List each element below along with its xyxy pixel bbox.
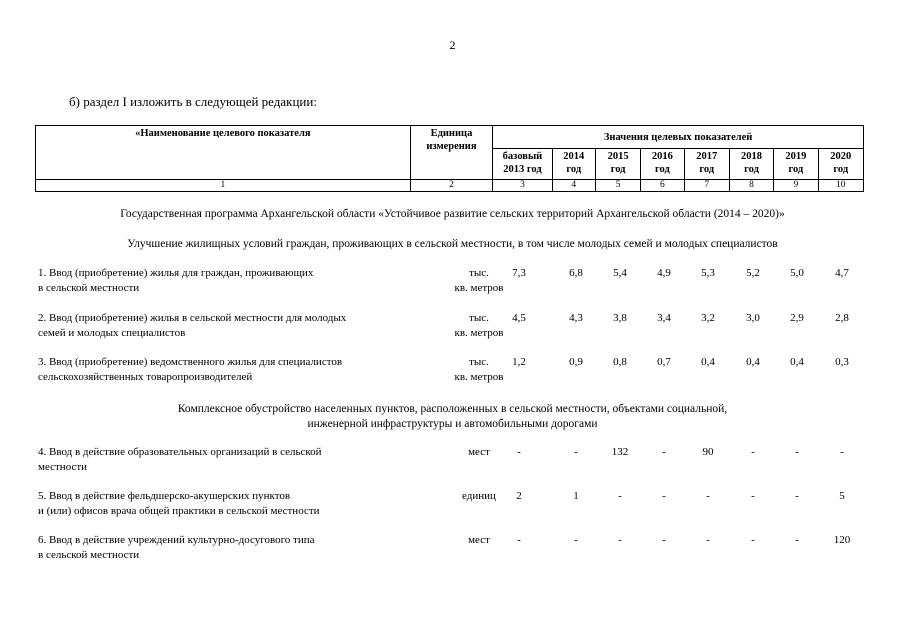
row-name-line1: 5. Ввод в действие фельдшерско-акушерских пунктов xyxy=(38,490,291,502)
header-year-3-l2: год xyxy=(655,164,670,175)
header-year-5-l1: 2018 xyxy=(741,151,763,162)
header-year-1-l2: год xyxy=(566,164,582,175)
indicators-header-table xyxy=(35,125,864,192)
value-2019: - xyxy=(795,490,799,502)
value-2016: 3,4 xyxy=(657,312,671,324)
row-unit-line2: кв. метров xyxy=(454,371,504,383)
col-number-3: 3 xyxy=(493,180,552,192)
value-2020: 5 xyxy=(839,490,845,502)
value-2018: 0,4 xyxy=(746,356,760,368)
header-unit-line1: Единица xyxy=(430,128,473,139)
value-2013: 1,2 xyxy=(512,356,526,368)
row-name-line1: 6. Ввод в действие учреждений культурно-досугового типа xyxy=(38,534,315,546)
value-2015: 132 xyxy=(611,446,629,458)
program-title: Государственная программа Архангельской области «Устойчивое развитие сельских территорий Архангельской области (2014 – 2020)» xyxy=(120,208,785,220)
row-name-line1: 2. Ввод (приобретение) жилья в сельской местности для молодых xyxy=(38,312,347,324)
row-name xyxy=(38,445,408,475)
row-unit-line2: кв. метров xyxy=(454,282,504,294)
col-number-2: 2 xyxy=(410,180,493,192)
row-name xyxy=(38,311,408,341)
row-name-line1: 1. Ввод (приобретение) жилья для граждан, проживающих xyxy=(38,267,314,279)
value-2014: 6,8 xyxy=(569,267,583,279)
value-2017: - xyxy=(706,534,710,546)
row-unit-line1: тыс. xyxy=(469,356,489,368)
col-number-9: 9 xyxy=(774,180,818,192)
row-name xyxy=(38,533,408,563)
header-year-5-l2: год xyxy=(744,164,759,175)
intro-text: б) раздел I изложить в следующей редакции: xyxy=(69,94,317,109)
value-2017: 3,2 xyxy=(701,312,715,324)
value-2020: 0,3 xyxy=(835,356,849,368)
row-name-line2: в сельской местности xyxy=(38,549,140,561)
value-2020: 120 xyxy=(833,534,851,546)
row-name-line2: семей и молодых специалистов xyxy=(38,327,186,339)
header-year-1-l1: 2014 xyxy=(563,151,585,162)
value-2017: 90 xyxy=(702,446,714,458)
col-number-4: 4 xyxy=(552,180,595,192)
value-2015: 5,4 xyxy=(613,267,627,279)
value-2013: 4,5 xyxy=(512,312,526,324)
value-2020: 2,8 xyxy=(835,312,849,324)
value-2014: - xyxy=(574,534,578,546)
header-year-1 xyxy=(552,149,595,180)
row-unit-line2: кв. метров xyxy=(454,327,504,339)
header-name: «Наименование целевого показателя xyxy=(135,128,311,139)
header-year-2-l1: 2015 xyxy=(607,151,629,162)
value-2018: - xyxy=(751,446,755,458)
value-2014: 4,3 xyxy=(569,312,583,324)
row-name-line1: 4. Ввод в действие образовательных организаций в сельской xyxy=(38,446,322,458)
value-2015: 0,8 xyxy=(613,356,627,368)
value-2019: 2,9 xyxy=(790,312,804,324)
value-2014: 1 xyxy=(573,490,579,502)
row-unit-line1: мест xyxy=(468,534,490,546)
value-2013: 2 xyxy=(516,490,522,502)
row-name-line2: сельскохозяйственных товаропроизводителей xyxy=(38,371,253,383)
page-number: 2 xyxy=(449,38,456,52)
value-2015: - xyxy=(618,490,622,502)
value-2016: - xyxy=(662,446,666,458)
header-year-7-l1: 2020 xyxy=(830,151,852,162)
header-name-cell xyxy=(36,126,411,180)
value-2016: - xyxy=(662,534,666,546)
value-2019: 0,4 xyxy=(790,356,804,368)
row-name-line1: 3. Ввод (приобретение) ведомственного жилья для специалистов xyxy=(38,356,343,368)
header-year-0 xyxy=(493,149,552,180)
value-2017: 5,3 xyxy=(701,267,715,279)
header-year-6-l1: 2019 xyxy=(785,151,807,162)
value-2018: - xyxy=(751,490,755,502)
col-number-5: 5 xyxy=(595,180,640,192)
value-2019: - xyxy=(795,534,799,546)
header-year-2 xyxy=(595,149,640,180)
row-name-line2: и (или) офисов врача общей практики в сельской местности xyxy=(38,505,320,517)
value-2017: - xyxy=(706,490,710,502)
value-2018: 3,0 xyxy=(746,312,760,324)
row-name xyxy=(38,266,408,296)
value-2013: - xyxy=(517,534,521,546)
header-year-5 xyxy=(729,149,773,180)
col-number-6: 6 xyxy=(641,180,684,192)
header-year-4-l1: 2017 xyxy=(696,151,718,162)
row-name xyxy=(38,355,408,385)
header-year-0-l1: базовый xyxy=(502,151,543,162)
row-unit-line1: тыс. xyxy=(469,267,489,279)
header-year-3 xyxy=(641,149,684,180)
col-number-7: 7 xyxy=(684,180,729,192)
value-2016: - xyxy=(662,490,666,502)
value-2018: - xyxy=(751,534,755,546)
value-2015: 3,8 xyxy=(613,312,627,324)
header-year-6 xyxy=(774,149,818,180)
section-2-title xyxy=(0,402,905,432)
col-number-10: 10 xyxy=(818,180,864,192)
value-2014: 0,9 xyxy=(569,356,583,368)
section-2-title-line1: Комплексное обустройство населенных пунктов, расположенных в сельской местности, объектами социальной, xyxy=(177,403,728,415)
header-unit-line2: измерения xyxy=(426,141,477,152)
value-2017: 0,4 xyxy=(701,356,715,368)
col-number-8: 8 xyxy=(729,180,773,192)
value-2019: - xyxy=(795,446,799,458)
header-year-0-l2: 2013 год xyxy=(503,164,542,175)
value-2013: - xyxy=(517,446,521,458)
value-2018: 5,2 xyxy=(746,267,760,279)
value-2020: - xyxy=(840,446,844,458)
section-1-title: Улучшение жилищных условий граждан, проживающих в сельской местности, в том числе молодых семей и молодых специалистов xyxy=(127,238,778,250)
row-unit-line1: тыс. xyxy=(469,312,489,324)
header-year-4-l2: год xyxy=(699,164,715,175)
value-2013: 7,3 xyxy=(512,267,526,279)
section-2-title-line2: инженерной инфраструктуры и автомобильными дорогами xyxy=(307,418,598,430)
header-year-2-l2: год xyxy=(610,164,626,175)
row-unit-line1: единиц xyxy=(462,490,496,502)
header-year-6-l2: год xyxy=(788,164,804,175)
value-2020: 4,7 xyxy=(835,267,849,279)
header-year-7 xyxy=(818,149,864,180)
row-name-line2: в сельской местности xyxy=(38,282,140,294)
header-unit-cell xyxy=(410,126,493,180)
header-year-4 xyxy=(684,149,729,180)
value-2019: 5,0 xyxy=(790,267,804,279)
value-2016: 4,9 xyxy=(657,267,671,279)
row-name xyxy=(38,489,408,519)
header-values-title: Значения целевых показателей xyxy=(493,126,864,149)
row-name-line2: местности xyxy=(38,461,88,473)
header-year-7-l2: год xyxy=(833,164,849,175)
row-unit-line1: мест xyxy=(468,446,490,458)
value-2015: - xyxy=(618,534,622,546)
header-year-3-l1: 2016 xyxy=(651,151,673,162)
col-number-1: 1 xyxy=(36,180,411,192)
value-2014: - xyxy=(574,446,578,458)
value-2016: 0,7 xyxy=(657,356,671,368)
